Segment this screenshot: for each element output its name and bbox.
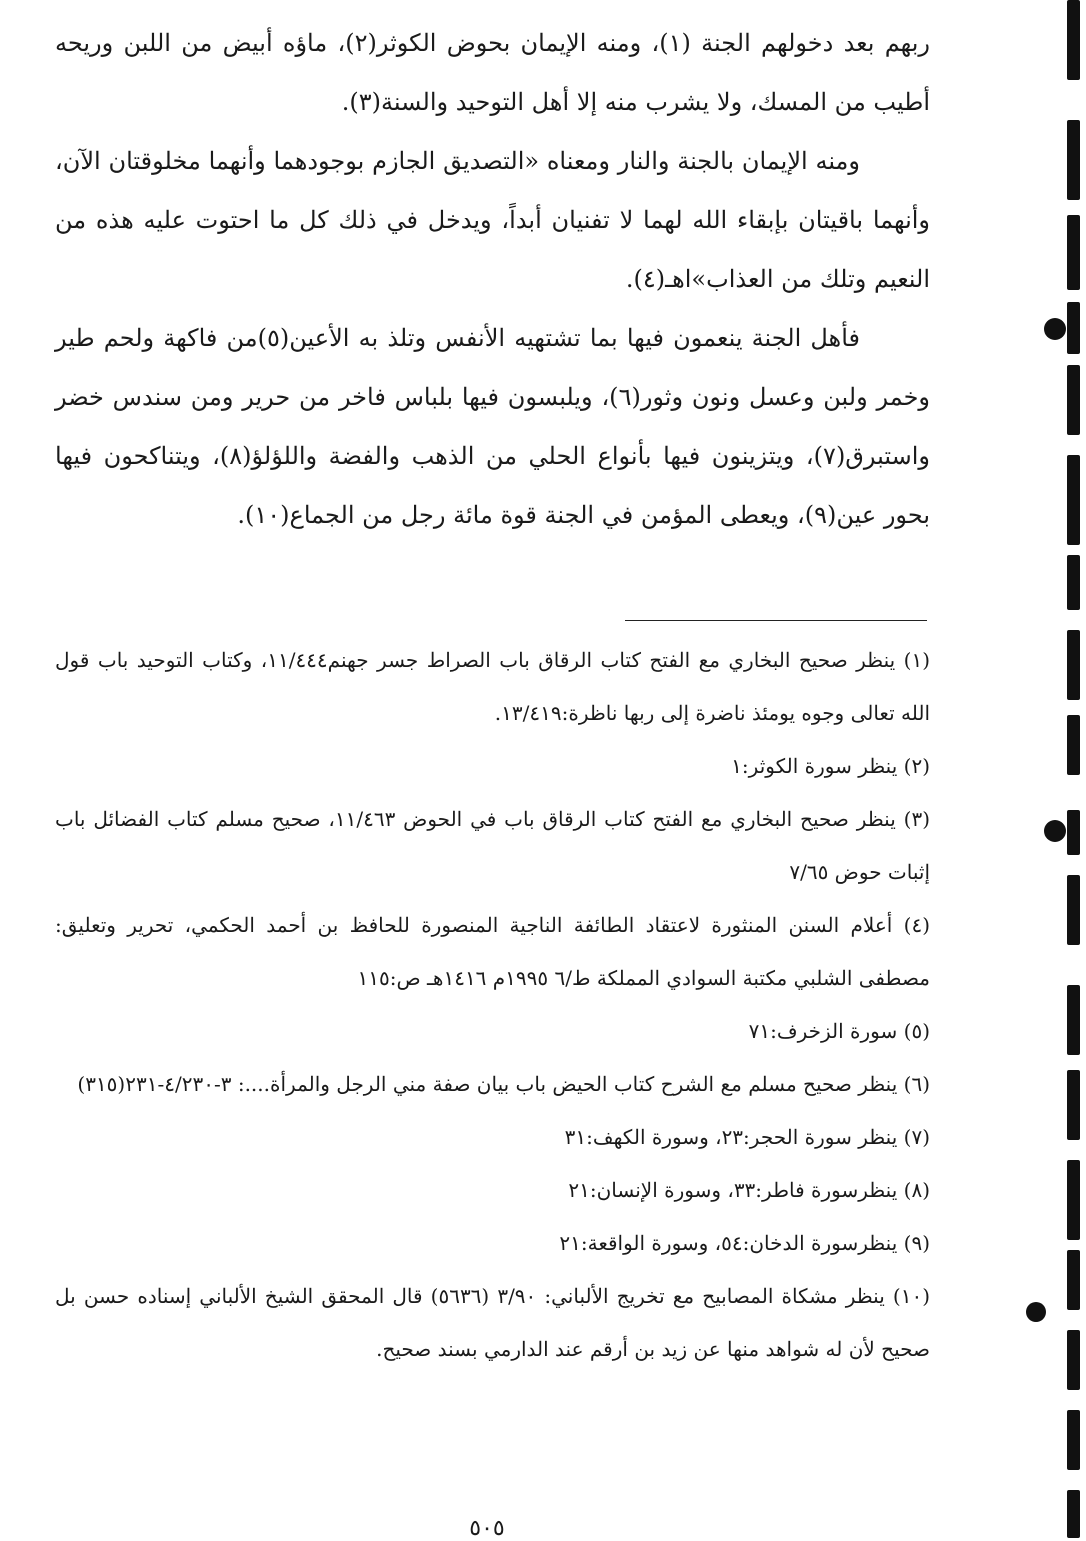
page-number: ٥٠٥ xyxy=(469,1516,505,1541)
paragraph-2: ومنه الإيمان بالجنة والنار ومعناه «التصديق الجازم بوجودهما وأنهما مخلوقتان الآن، وأنهما باقيتان بإبقاء الله لهما لا تفنيان أبداً، ويدخل في ذلك كل ما احتوت عليه هذه من النعيم وتلك من العذاب»اهـ(٤). xyxy=(55,147,930,293)
binding-hole-mark xyxy=(1044,820,1066,842)
footnote-2: (٢) ينظر سورة الكوثر:١ xyxy=(731,754,930,778)
binding-bar xyxy=(1067,1250,1080,1310)
binding-bar xyxy=(1067,1070,1080,1140)
footnotes xyxy=(55,634,930,1376)
footnote-10: (١٠) ينظر مشكاة المصابيح مع تخريج الألباني: ٣/٩٠ (٥٦٣٦) قال المحقق الشيخ الألباني إسناده حسن بل صحيح لأن له شواهد منها عن زيد بن أرقم عند الدارمي بسند صحيح. xyxy=(55,1284,930,1361)
footnote-1: (١) ينظر صحيح البخاري مع الفتح كتاب الرقاق باب الصراط جسر جهنم١١/٤٤٤، وكتاب التوحيد باب قول الله تعالى وجوه يومئذ ناضرة إلى ربها ناظرة:١٣/٤١٩. xyxy=(55,648,930,725)
footnote-7: (٧) ينظر سورة الحجر:٢٣، وسورة الكهف:٣١ xyxy=(564,1125,930,1149)
footnote-6: (٦) ينظر صحيح مسلم مع الشرح كتاب الحيض باب بيان صفة مني الرجل والمرأة....: ٣-٤/٢٣٠-٢٣١(٣١٥) xyxy=(77,1072,930,1096)
binding-bar xyxy=(1067,715,1080,775)
footnote-3: (٣) ينظر صحيح البخاري مع الفتح كتاب الرقاق باب في الحوض ١١/٤٦٣، صحيح مسلم كتاب الفضائل باب إثبات حوض ٧/٦٥ xyxy=(55,807,930,884)
binding-bar xyxy=(1067,1160,1080,1240)
footnote-4: (٤) أعلام السنن المنثورة لاعتقاد الطائفة الناجية المنصورة للحافظ بن أحمد الحكمي، تحرير وتعليق: مصطفى الشلبي مكتبة السوادي المملكة ط/٦ ١٩٩٥م ١٤١٦هـ ص:١١٥ xyxy=(55,913,930,990)
binding-bar xyxy=(1067,1330,1080,1390)
binding-bar xyxy=(1067,302,1080,354)
footnote-separator xyxy=(625,620,927,621)
footnote-5: (٥) سورة الزخرف:٧١ xyxy=(748,1019,930,1043)
binding-bar xyxy=(1067,215,1080,290)
binding-bar xyxy=(1067,985,1080,1055)
binding-bar xyxy=(1067,0,1080,80)
binding-bar xyxy=(1067,1490,1080,1538)
binding-hole-mark xyxy=(1026,1302,1046,1322)
binding-bar xyxy=(1067,455,1080,545)
main-text xyxy=(55,14,930,545)
binding-bar xyxy=(1067,875,1080,945)
binding-marks xyxy=(1063,0,1086,1538)
paragraph-3: فأهل الجنة ينعمون فيها بما تشتهيه الأنفس وتلذ به الأعين(٥)من فاكهة ولحم طير وخمر ولبن وعسل ونون وثور(٦)، ويلبسون فيها بلباس فاخر من حرير ومن سندس خضر واستبرق(٧)، ويتزينون فيها بأنواع الحلي من الذهب والفضة واللؤلؤ(٨)، ويتناكحون فيها بحور عين(٩)، ويعطى المؤمن في الجنة قوة مائة رجل من الجماع(١٠). xyxy=(55,324,931,529)
binding-bar xyxy=(1067,1410,1080,1470)
binding-bar xyxy=(1067,365,1080,435)
footnote-9: (٩) ينظرسورة الدخان:٥٤، وسورة الواقعة:٢١ xyxy=(559,1231,930,1255)
binding-bar xyxy=(1067,630,1080,700)
binding-bar xyxy=(1067,555,1080,610)
binding-bar xyxy=(1067,810,1080,855)
paragraph-1: ربهم بعد دخولهم الجنة (١)، ومنه الإيمان بحوض الكوثر(٢)، ماؤه أبيض من اللبن وريحه أطيب من المسك، ولا يشرب منه إلا أهل التوحيد والسنة(٣). xyxy=(55,29,931,116)
binding-hole-mark xyxy=(1044,318,1066,340)
binding-bar xyxy=(1067,120,1080,200)
footnote-8: (٨) ينظرسورة فاطر:٣٣، وسورة الإنسان:٢١ xyxy=(568,1178,930,1202)
